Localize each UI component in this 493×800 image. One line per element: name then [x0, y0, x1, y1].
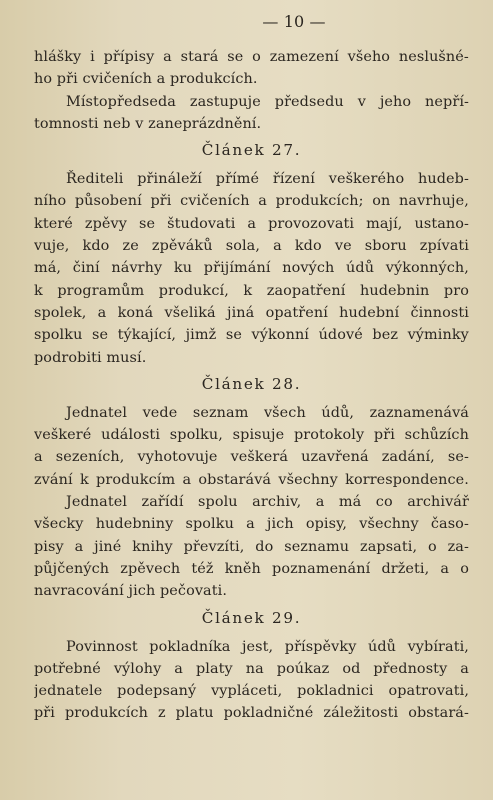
- page-number: — 10 —: [262, 12, 326, 31]
- article-heading: Článek 28.: [201, 374, 302, 393]
- text-line: Jednatel zařídí spolu archiv, a má co archivář: [66, 494, 469, 511]
- text-line: ho při cvičeních a produkcích.: [34, 71, 258, 88]
- paragraph: [34, 402, 469, 491]
- text-line: Místopředseda zastupuje předsedu v jeho nepří-: [66, 93, 469, 110]
- text-line: Jednatel vede seznam všech údů, zaznamenává: [66, 404, 469, 421]
- text-line: Řediteli přináleží přímé řízení veškerého hudeb-: [66, 171, 469, 188]
- text-line: potřebné výlohy a platy na poúkaz od přednosty a: [34, 660, 469, 677]
- text-line: tomnosti neb v zaneprázdnění.: [34, 115, 262, 132]
- text-line: zvání k produkcím a obstarává všechny korrespondence.: [34, 471, 469, 488]
- text-line: všecky hudebniny spolku a jich opisy, všechny časo-: [34, 516, 469, 533]
- paragraph: [34, 46, 469, 91]
- text-line: vuje, kdo ze zpěváků sola, a kdo ve sboru zpívati: [34, 238, 469, 255]
- article-heading: Článek 27.: [201, 141, 302, 160]
- text-line: Povinnost pokladníka jest, příspěvky údů vybírati,: [66, 638, 469, 655]
- paragraph: [34, 636, 469, 725]
- text-line: jednatele podepsaný vypláceti, pokladnici opatrovati,: [34, 683, 469, 700]
- paragraph: [34, 91, 469, 136]
- text-line: navracování jich pečovati.: [34, 583, 228, 600]
- text-line: a sezeních, vyhotovuje veškerá uzavřená zadání, se-: [34, 449, 469, 466]
- text-line: spolku se týkající, jimž se výkonní údové bez výminky: [34, 327, 469, 344]
- text-line: při produkcích z platu pokladničné záležitosti obstará-: [34, 705, 469, 722]
- text-line: které zpěvy se študovati a provozovati mají, ustano-: [34, 215, 469, 232]
- text-line: ního působení při cvičeních a produkcích; on navrhuje,: [34, 193, 469, 210]
- text-line: veškeré události spolku, spisuje protokoly při schůzích: [34, 427, 469, 444]
- text-line: půjčených zpěvech též kněh poznamenání držeti, a o: [34, 560, 469, 577]
- text-line: pisy a jiné knihy převzíti, do seznamu zapsati, o za-: [34, 538, 469, 555]
- text-line: hlášky i přípisy a stará se o zamezení všeho neslušné-: [34, 49, 469, 65]
- paragraph: [34, 168, 469, 369]
- text-line: k programům produkcí, k zaopatření hudebnin pro: [34, 282, 469, 299]
- page-body: [34, 46, 469, 725]
- paragraph: [34, 491, 469, 602]
- article-heading: Článek 29.: [201, 608, 302, 627]
- text-line: spolek, a koná všeliká jiná opatření hudební činnosti: [34, 304, 469, 321]
- text-line: podrobiti musí.: [34, 349, 147, 366]
- text-line: má, činí návrhy ku přijímání nových údů výkonných,: [34, 260, 469, 277]
